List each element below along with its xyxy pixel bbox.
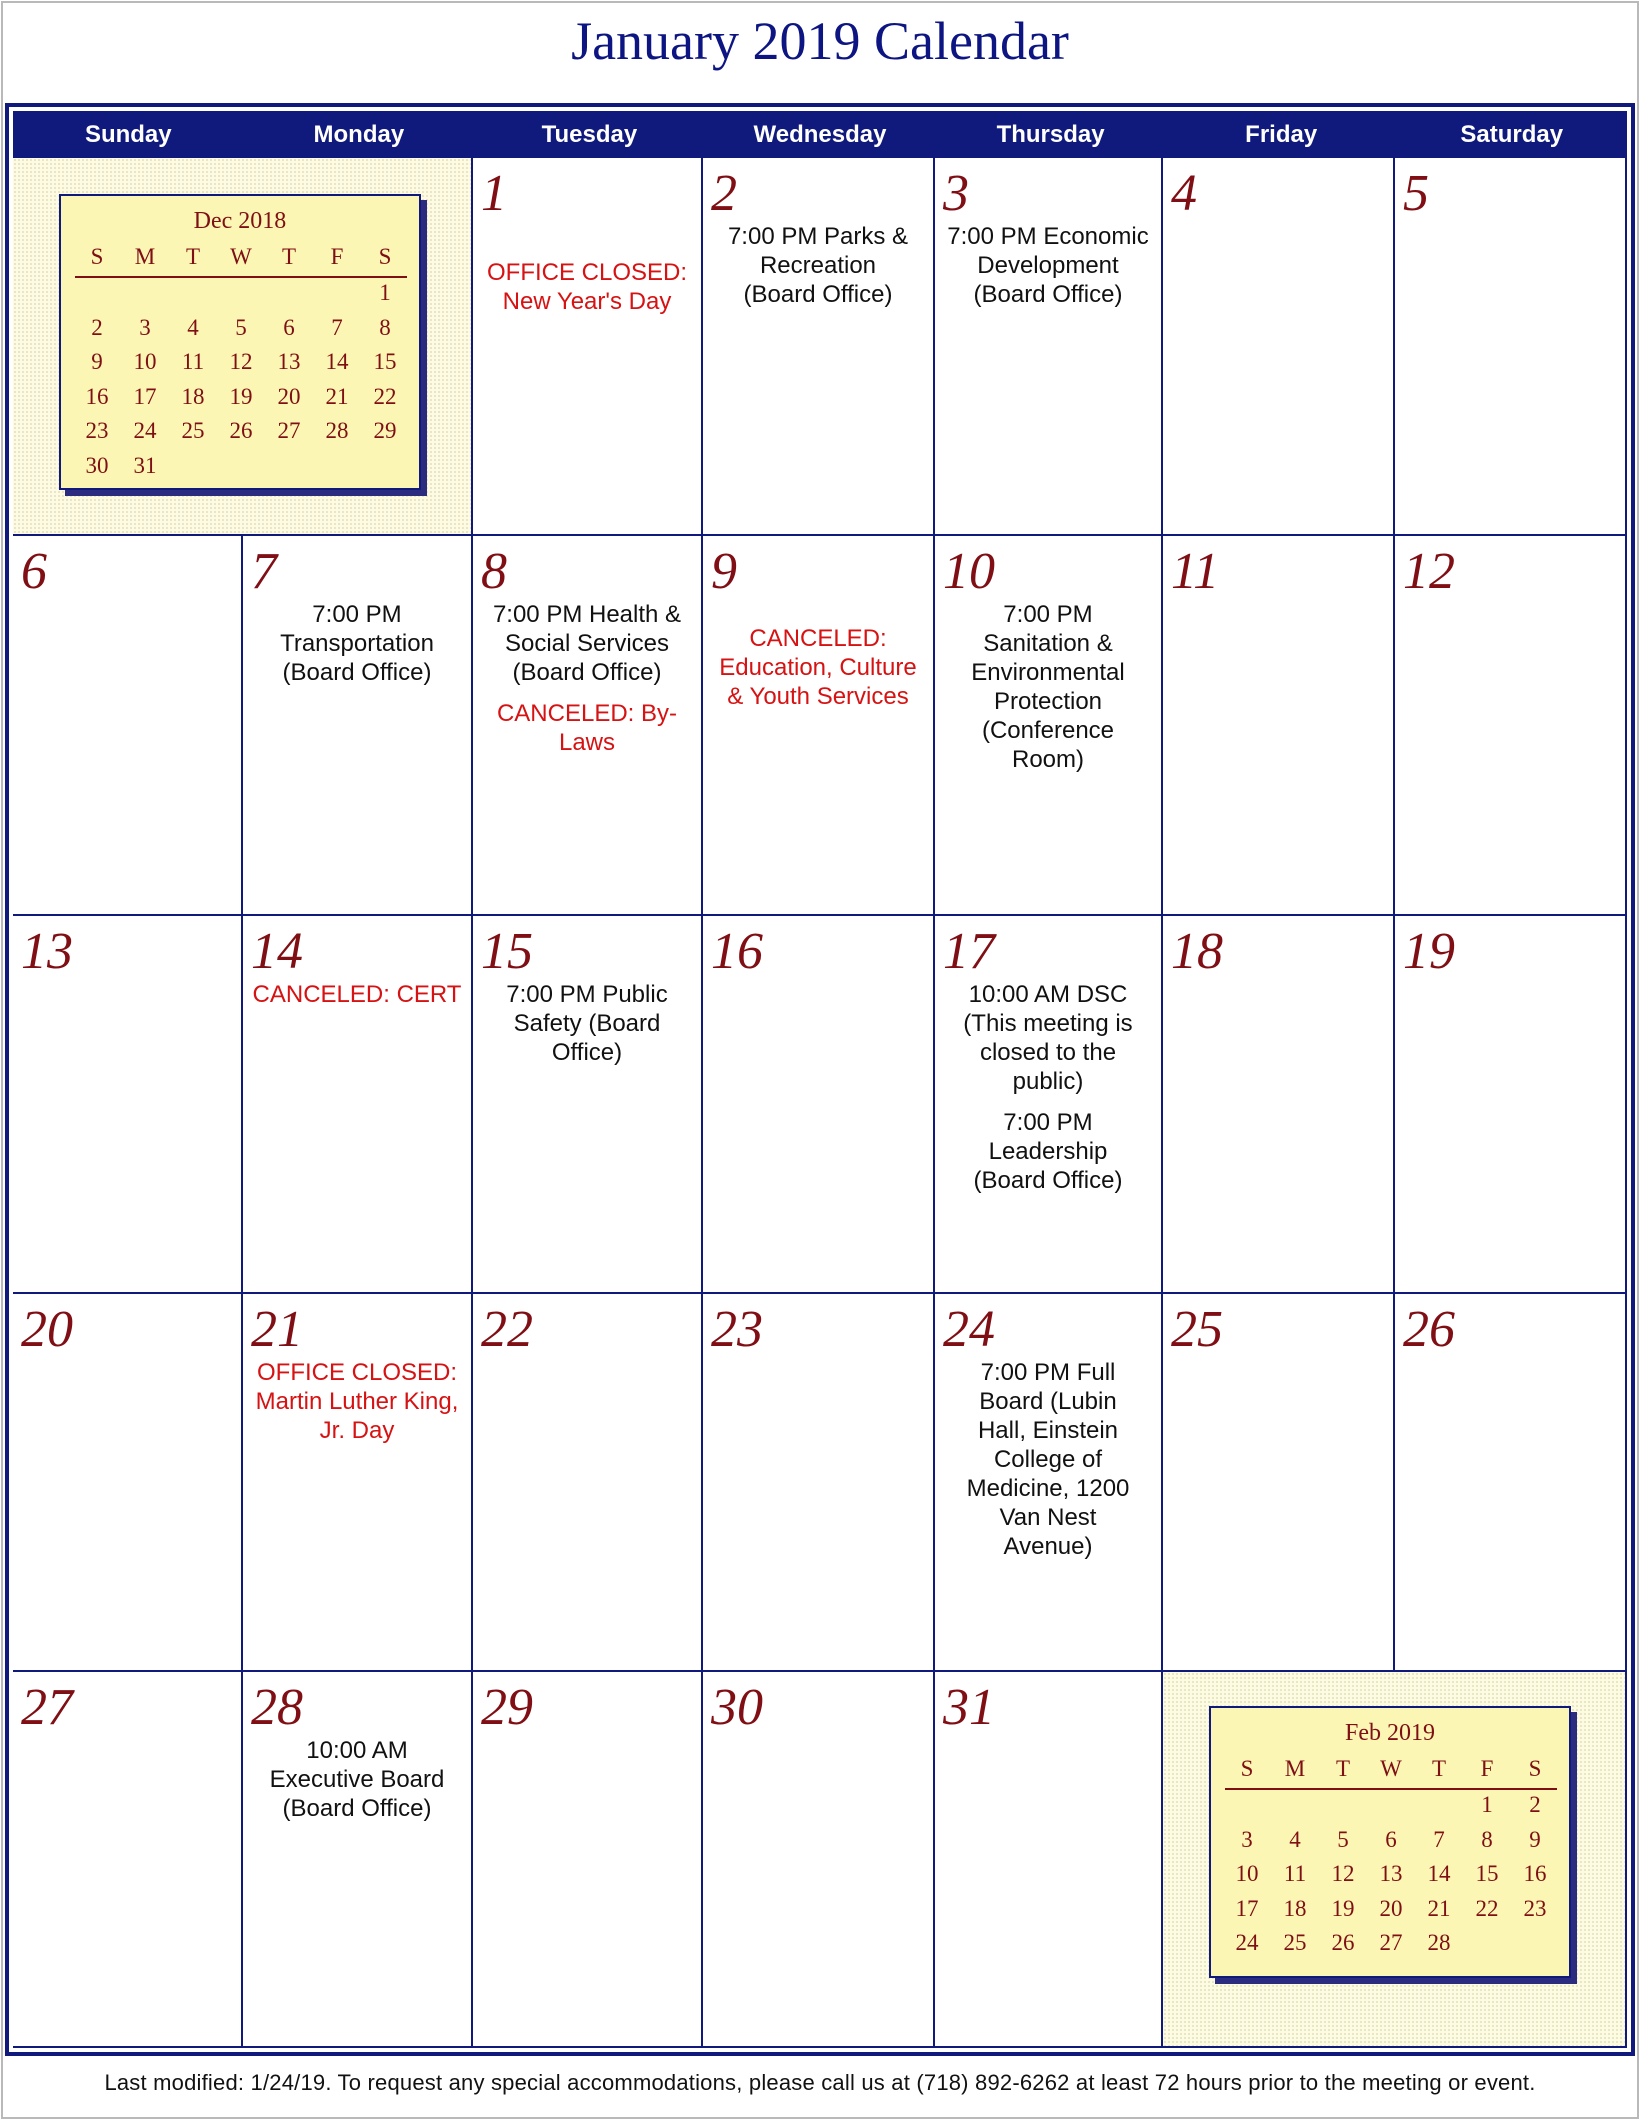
day-number: 12 <box>1403 543 1455 600</box>
mini-weekday-label: S <box>1240 1756 1254 1781</box>
mini-calendar-day[interactable]: 26 <box>229 418 253 443</box>
day-events <box>249 980 465 1021</box>
day-number: 31 <box>943 1679 995 1736</box>
mini-calendar-week <box>73 280 409 306</box>
mini-calendar-day <box>361 453 409 479</box>
day-number: 3 <box>943 165 969 222</box>
mini-calendar-day[interactable]: 18 <box>181 383 205 409</box>
mini-calendar-day[interactable]: 22 <box>1475 1895 1499 1921</box>
day-events <box>479 222 695 328</box>
mini-calendar-divider <box>1225 1788 1557 1790</box>
mini-calendar-day[interactable]: 11 <box>1283 1861 1307 1886</box>
day-number: 10 <box>943 543 995 600</box>
day-events <box>263 1736 451 1835</box>
day-cell-22[interactable] <box>473 1294 703 1672</box>
mini-calendar-day <box>265 453 313 479</box>
mini-calendar-day[interactable]: 13 <box>1379 1861 1403 1886</box>
day-number: 20 <box>21 1301 73 1358</box>
day-cell-1[interactable] <box>473 158 703 536</box>
day-number: 2 <box>711 165 737 222</box>
mini-calendar-day[interactable]: 15 <box>1475 1861 1499 1886</box>
mini-calendar-day[interactable]: 1 <box>1481 1792 1493 1817</box>
mini-calendar-day[interactable]: 28 <box>1427 1930 1451 1955</box>
mini-calendar-week <box>73 349 409 375</box>
day-cell-2[interactable] <box>703 158 935 536</box>
day-cell-13[interactable] <box>13 916 243 1294</box>
day-cell-26[interactable] <box>1395 1294 1627 1672</box>
meeting-event[interactable]: 10:00 AM DSC (This meeting is closed to the public) <box>963 981 1133 1095</box>
day-cell-12[interactable] <box>1395 536 1627 916</box>
weekday-saturday: Saturday <box>1460 121 1564 148</box>
day-number: 11 <box>1171 543 1220 600</box>
mini-calendar-week <box>1223 1792 1559 1818</box>
day-number: 27 <box>21 1679 73 1736</box>
day-number: 9 <box>711 543 737 600</box>
mini-calendar-day <box>169 453 217 479</box>
footer-note: Last modified: 1/24/19. To request any special accommodations, please call us at (718) 892-6262 at least 72 hours prior to the meeting or event. <box>104 2070 1536 2095</box>
day-cell-17[interactable] <box>935 916 1163 1294</box>
mini-weekday-label: T <box>281 244 297 269</box>
day-number: 14 <box>251 923 303 980</box>
day-cell-25[interactable] <box>1163 1294 1395 1672</box>
mini-calendar-day[interactable]: 28 <box>325 418 349 443</box>
mini-calendar-week <box>1223 1827 1559 1853</box>
mini-calendar-day <box>73 280 121 306</box>
weekday-header-row <box>13 111 1627 158</box>
notice-event[interactable]: OFFICE CLOSED: Martin Luther King, Jr. Day <box>255 1359 459 1444</box>
mini-weekday-label: M <box>1284 1756 1306 1781</box>
mini-calendar-day[interactable]: 14 <box>1427 1861 1451 1886</box>
meeting-event[interactable]: 7:00 PM Economic Development (Board Office) <box>947 223 1149 308</box>
mini-calendar-day[interactable]: 22 <box>373 383 397 409</box>
mini-calendar-day <box>1223 1792 1271 1818</box>
meeting-event[interactable]: 7:00 PM Parks & Recreation (Board Office) <box>727 223 909 308</box>
meeting-event[interactable]: 7:00 PM Sanitation & Environmental Protection (Conference Room) <box>971 601 1125 773</box>
day-number: 5 <box>1403 165 1429 222</box>
day-cell-29[interactable] <box>473 1672 703 2048</box>
notice-event[interactable]: CANCELED: By-Laws <box>496 700 678 756</box>
mini-calendar-day[interactable]: 6 <box>283 314 295 340</box>
mini-calendar-weekday-row <box>1223 1756 1559 1782</box>
mini-calendar-day[interactable]: 31 <box>133 452 157 478</box>
mini-calendar-day <box>265 280 313 306</box>
day-number: 7 <box>251 543 277 600</box>
mini-calendar-day[interactable]: 10 <box>1235 1861 1259 1886</box>
mini-calendar-day[interactable]: 18 <box>1283 1895 1307 1921</box>
mini-calendar-day[interactable]: 13 <box>277 349 301 374</box>
day-number: 24 <box>943 1301 995 1358</box>
day-cell-19[interactable] <box>1395 916 1627 1294</box>
day-cell-6[interactable] <box>13 536 243 916</box>
notice-event[interactable]: OFFICE CLOSED: New Year's Day <box>486 259 688 315</box>
mini-calendar-day[interactable]: 24 <box>133 418 157 443</box>
mini-weekday-label: T <box>1431 1756 1447 1781</box>
mini-calendar-day[interactable]: 23 <box>1523 1895 1547 1921</box>
mini-weekday-label: F <box>330 244 344 269</box>
mini-calendar-day[interactable]: 16 <box>85 383 109 409</box>
mini-calendar-feb-2019 <box>1209 1706 1571 1978</box>
mini-calendar-day[interactable]: 17 <box>133 383 157 409</box>
mini-calendar-day[interactable]: 27 <box>277 418 301 443</box>
mini-calendar-day[interactable]: 6 <box>1385 1826 1397 1852</box>
mini-calendar-day[interactable]: 10 <box>133 349 157 374</box>
day-events <box>249 600 465 699</box>
day-events <box>249 1358 465 1457</box>
weekday-friday: Friday <box>1245 121 1318 148</box>
mini-calendar-dec-2018 <box>59 194 421 490</box>
mini-calendar-day[interactable]: 12 <box>1331 1861 1355 1886</box>
day-cell-28[interactable] <box>243 1672 473 2048</box>
mini-calendar-day[interactable]: 16 <box>1523 1861 1547 1886</box>
mini-calendar-day[interactable]: 23 <box>85 418 109 443</box>
mini-weekday-label: M <box>134 244 156 269</box>
notice-event[interactable]: CANCELED: CERT <box>252 981 462 1008</box>
day-number: 28 <box>251 1679 303 1736</box>
mini-calendar-week <box>1223 1861 1559 1887</box>
day-cell-3[interactable] <box>935 158 1163 536</box>
mini-weekday-label: T <box>185 244 201 269</box>
day-events <box>951 980 1145 1207</box>
mini-weekday-label: S <box>1528 1756 1542 1781</box>
mini-calendar-week <box>1223 1896 1559 1922</box>
day-events <box>725 222 911 321</box>
mini-calendar-day[interactable]: 8 <box>1481 1826 1493 1852</box>
mini-calendar-day[interactable]: 19 <box>1331 1895 1355 1921</box>
mini-calendar-day[interactable]: 11 <box>181 349 205 374</box>
weekday-sunday: Sunday <box>84 121 172 148</box>
mini-calendar-day[interactable]: 21 <box>325 383 349 409</box>
day-cell-14[interactable] <box>243 916 473 1294</box>
page-title: January 2019 Calendar <box>571 11 1069 71</box>
mini-calendar-day[interactable]: 8 <box>379 314 391 340</box>
mini-calendar-day[interactable]: 19 <box>229 383 253 409</box>
day-number: 17 <box>943 923 995 980</box>
mini-calendar-title: Feb 2019 <box>1345 1720 1435 1746</box>
day-number: 18 <box>1171 923 1223 980</box>
mini-calendar-title: Dec 2018 <box>193 208 287 234</box>
day-cell-7[interactable] <box>243 536 473 916</box>
mini-calendar-week <box>73 384 409 410</box>
meeting-event[interactable]: 7:00 PM Public Safety (Board Office) <box>506 981 668 1066</box>
month-grid <box>13 158 1627 2048</box>
mini-calendar-day[interactable]: 2 <box>91 314 103 340</box>
day-cell-11[interactable] <box>1163 536 1395 916</box>
mini-calendar-day[interactable]: 30 <box>85 452 109 478</box>
mini-calendar-day[interactable]: 12 <box>229 349 253 374</box>
mini-calendar-day[interactable]: 17 <box>1235 1895 1259 1921</box>
day-cell-30[interactable] <box>703 1672 935 2048</box>
mini-calendar-day[interactable]: 7 <box>1433 1826 1445 1852</box>
mini-calendar-day[interactable]: 9 <box>1529 1826 1541 1852</box>
meeting-event[interactable]: 7:00 PM Leadership (Board Office) <box>973 1109 1123 1194</box>
mini-calendar-divider <box>75 276 407 278</box>
day-number: 19 <box>1403 923 1455 980</box>
mini-calendar-weekday-row <box>73 244 409 270</box>
day-number: 22 <box>481 1301 533 1358</box>
meeting-event[interactable]: 7:00 PM Health & Social Services (Board Office) <box>492 601 682 686</box>
mini-weekday-label: S <box>90 244 104 269</box>
mini-calendar-day[interactable]: 3 <box>139 314 151 340</box>
mini-calendar-day <box>1367 1792 1415 1818</box>
day-events <box>961 1358 1135 1573</box>
day-events <box>491 600 683 769</box>
day-number: 30 <box>711 1679 763 1736</box>
day-number: 4 <box>1171 165 1197 222</box>
mini-calendar-day <box>1415 1792 1463 1818</box>
meeting-event[interactable]: 10:00 AM Executive Board (Board Office) <box>269 1737 445 1822</box>
day-cell-5[interactable] <box>1395 158 1627 536</box>
day-cell-16[interactable] <box>703 916 935 1294</box>
mini-weekday-label: W <box>230 244 252 269</box>
day-number: 29 <box>481 1679 533 1736</box>
weekday-wednesday: Wednesday <box>753 121 887 148</box>
mini-calendar-day <box>1463 1930 1511 1956</box>
day-cell-9[interactable] <box>703 536 935 916</box>
mini-calendar-day[interactable]: 1 <box>379 280 391 305</box>
mini-weekday-label: T <box>1335 1756 1351 1781</box>
day-cell-10[interactable] <box>935 536 1163 916</box>
day-cell-15[interactable] <box>473 916 703 1294</box>
mini-calendar-day <box>169 280 217 306</box>
day-cell-4[interactable] <box>1163 158 1395 536</box>
next-month-area <box>1163 1672 1627 2048</box>
mini-calendar-week <box>1223 1930 1559 1956</box>
day-number: 15 <box>481 923 533 980</box>
mini-weekday-label: F <box>1480 1756 1494 1781</box>
mini-calendar-day <box>217 453 265 479</box>
day-cell-31[interactable] <box>935 1672 1163 2048</box>
mini-calendar-day[interactable]: 4 <box>187 314 199 340</box>
mini-calendar-day <box>217 280 265 306</box>
mini-weekday-label: S <box>378 244 392 269</box>
meeting-event[interactable]: 7:00 PM Full Board (Lubin Hall, Einstein College of Medicine, 1200 Van Nest Avenue) <box>966 1359 1130 1560</box>
mini-calendar-day[interactable]: 4 <box>1289 1826 1301 1852</box>
prev-month-area <box>13 158 473 536</box>
mini-calendar-week <box>73 315 409 341</box>
mini-calendar-day <box>1271 1792 1319 1818</box>
mini-calendar-day <box>313 453 361 479</box>
calendar <box>5 103 1635 2056</box>
notice-event[interactable]: CANCELED: Education, Culture & Youth Services <box>719 625 917 710</box>
day-number: 21 <box>251 1301 303 1358</box>
mini-weekday-label: W <box>1380 1756 1402 1781</box>
mini-calendar-day[interactable]: 14 <box>325 349 349 374</box>
mini-calendar-day[interactable]: 27 <box>1379 1930 1403 1955</box>
day-number: 13 <box>21 923 73 980</box>
day-number: 26 <box>1403 1301 1455 1358</box>
day-cell-27[interactable] <box>13 1672 243 2048</box>
mini-calendar-day[interactable]: 5 <box>1337 1826 1349 1852</box>
mini-calendar-day[interactable]: 24 <box>1235 1930 1259 1955</box>
day-number: 25 <box>1171 1301 1223 1358</box>
weekday-thursday: Thursday <box>996 121 1105 148</box>
day-cell-24[interactable] <box>935 1294 1163 1672</box>
day-events <box>709 600 927 723</box>
mini-calendar-day <box>1319 1792 1367 1818</box>
mini-calendar-day[interactable]: 25 <box>181 418 205 443</box>
mini-calendar-day[interactable]: 20 <box>1379 1895 1403 1921</box>
day-cell-18[interactable] <box>1163 916 1395 1294</box>
day-number: 8 <box>481 543 507 600</box>
mini-calendar-day <box>1511 1930 1559 1956</box>
mini-calendar-day[interactable]: 25 <box>1283 1930 1307 1955</box>
day-number: 23 <box>711 1301 763 1358</box>
day-events <box>941 222 1155 321</box>
mini-calendar-day[interactable]: 20 <box>277 383 301 409</box>
mini-calendar-day[interactable]: 5 <box>235 314 247 340</box>
day-number: 6 <box>21 543 47 600</box>
day-cell-20[interactable] <box>13 1294 243 1672</box>
day-events <box>955 600 1141 786</box>
mini-calendar-day[interactable]: 9 <box>91 349 103 374</box>
mini-calendar-week <box>73 453 409 479</box>
day-events <box>493 980 681 1079</box>
meeting-event[interactable]: 7:00 PM Transportation (Board Office) <box>280 601 434 686</box>
mini-calendar-day[interactable]: 26 <box>1331 1930 1355 1955</box>
mini-calendar-day <box>121 280 169 306</box>
mini-calendar-day[interactable]: 7 <box>331 314 343 340</box>
mini-calendar-day[interactable]: 29 <box>373 418 397 443</box>
day-cell-8[interactable] <box>473 536 703 916</box>
weekday-monday: Monday <box>313 121 405 148</box>
day-cell-23[interactable] <box>703 1294 935 1672</box>
weekday-tuesday: Tuesday <box>541 121 638 148</box>
mini-calendar-day[interactable]: 3 <box>1241 1826 1253 1852</box>
mini-calendar-day[interactable]: 2 <box>1529 1792 1541 1817</box>
mini-calendar-day[interactable]: 21 <box>1427 1895 1451 1921</box>
mini-calendar-day <box>313 280 361 306</box>
day-cell-21[interactable] <box>243 1294 473 1672</box>
mini-calendar-day[interactable]: 15 <box>373 349 397 374</box>
day-number: 16 <box>711 923 763 980</box>
mini-calendar-week <box>73 418 409 444</box>
day-number: 1 <box>481 165 507 222</box>
